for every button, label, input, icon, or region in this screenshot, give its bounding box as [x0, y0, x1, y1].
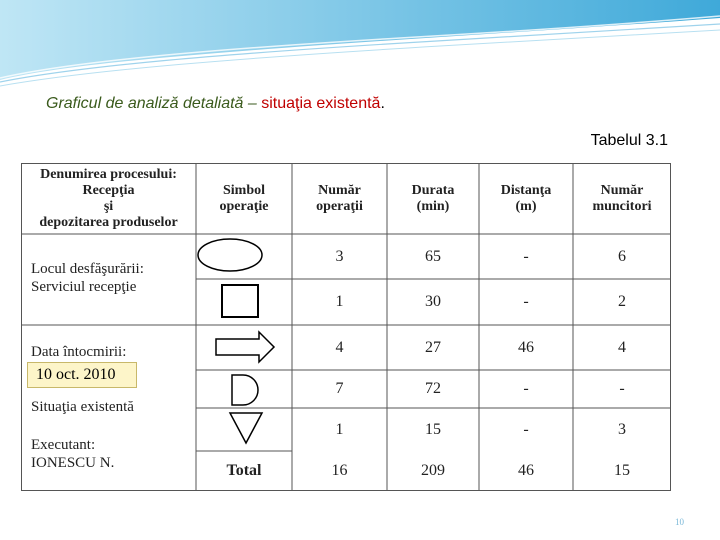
title-highlight: situaţia existentă — [261, 95, 381, 112]
table-cell: 46 — [518, 338, 534, 356]
title-end: . — [380, 95, 385, 112]
process-header — [21, 163, 196, 234]
table-cell: 2 — [618, 293, 626, 310]
table-cell: 30 — [425, 293, 441, 310]
table-cell: 1 — [335, 293, 344, 310]
process-header-line: Denumirea procesului: — [40, 166, 177, 182]
slide-title — [46, 95, 385, 113]
table-cell: 72 — [425, 380, 441, 397]
table-cell: - — [523, 380, 529, 397]
table-cell: 3 — [335, 247, 344, 265]
header-workers: Număr muncitori — [592, 182, 652, 214]
total-label: Total — [226, 462, 262, 479]
table-cell: - — [523, 293, 529, 310]
date-value: 10 oct. 2010 — [27, 362, 137, 388]
process-header-line: depozitarea produselor — [39, 214, 178, 230]
arrow-right-icon — [216, 332, 274, 362]
ellipse-icon — [198, 239, 262, 271]
table-label: Tabelul 3.1 — [590, 132, 668, 149]
table-cell: 15 — [425, 420, 441, 438]
d-shape-icon — [232, 375, 258, 405]
header-duration: Durata (min) — [411, 182, 455, 214]
title-text: Graficul de analiză detaliată – — [46, 95, 262, 112]
total-cell: 46 — [518, 462, 534, 479]
header-ops: Număr operaţii — [316, 182, 363, 214]
total-cell: 15 — [614, 462, 630, 479]
table-cell: 27 — [425, 338, 441, 356]
executant-value: IONESCU N. — [31, 455, 115, 471]
situation-text: Situaţia existentă — [31, 399, 134, 415]
process-header-line: Recepţia — [82, 182, 135, 198]
executant-label: Executant: — [31, 437, 96, 453]
table-cell: 4 — [335, 338, 344, 356]
square-icon — [222, 285, 258, 317]
analysis-table — [21, 163, 671, 491]
table-cell: - — [523, 247, 529, 265]
page-number: 10 — [675, 517, 684, 527]
date-label: Data întocmirii: — [31, 344, 127, 360]
table-cell: 6 — [618, 247, 626, 265]
total-cell: 16 — [331, 462, 348, 479]
location-label: Locul desfăşurării: — [31, 261, 144, 277]
header-symbol: Simbol operaţie — [219, 182, 269, 214]
header-distance: Distanţa (m) — [500, 182, 552, 214]
total-cell: 209 — [421, 462, 445, 479]
table-cell: - — [619, 380, 625, 397]
table-cell: - — [523, 420, 529, 438]
process-header-line: şi — [103, 198, 114, 214]
header-wave-decoration — [0, 0, 720, 110]
location-value: Serviciul recepţie — [31, 279, 137, 295]
executant-info — [31, 436, 191, 472]
table-cell: 1 — [335, 420, 344, 438]
table-cell: 7 — [335, 380, 344, 397]
table-cell: 4 — [618, 338, 626, 356]
table-cell: 3 — [618, 420, 626, 438]
location-info — [31, 260, 191, 296]
table-cell: 65 — [425, 247, 441, 265]
triangle-down-icon — [230, 413, 262, 443]
